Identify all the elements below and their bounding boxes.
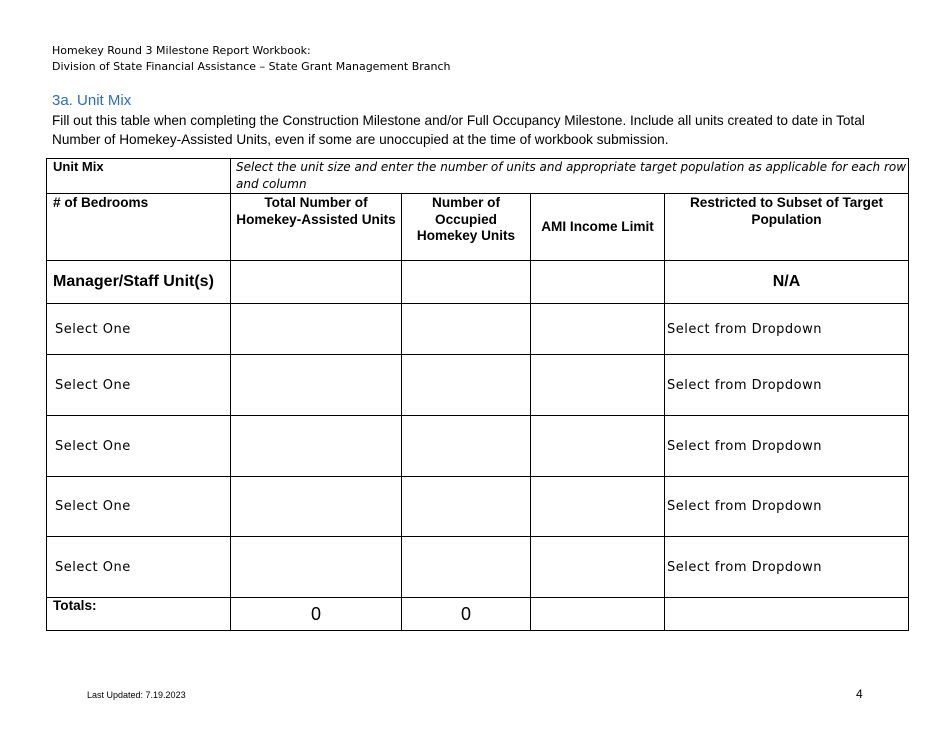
manager-row <box>47 261 909 304</box>
restricted-population-dropdown[interactable]: Select from Dropdown <box>665 477 909 537</box>
totals-label: Totals: <box>47 598 231 631</box>
total-units-input[interactable] <box>231 416 402 477</box>
header-restricted-population: Restricted to Subset of Target Population <box>665 194 909 261</box>
total-units-input[interactable] <box>231 355 402 416</box>
manager-occupied-units-input[interactable] <box>402 261 531 304</box>
restricted-population-dropdown[interactable]: Select from Dropdown <box>665 537 909 598</box>
total-units-input[interactable] <box>231 537 402 598</box>
occupied-units-input[interactable] <box>402 477 531 537</box>
ami-input[interactable] <box>531 304 665 355</box>
bedrooms-select[interactable]: Select One <box>47 477 231 537</box>
ami-input[interactable] <box>531 355 665 416</box>
workbook-title: Homekey Round 3 Milestone Report Workbook: <box>52 44 311 57</box>
totals-row <box>47 598 909 631</box>
table-row <box>47 416 909 477</box>
restricted-population-dropdown[interactable]: Select from Dropdown <box>665 416 909 477</box>
totals-restricted-cell <box>665 598 909 631</box>
bedrooms-select[interactable]: Select One <box>47 304 231 355</box>
ami-input[interactable] <box>531 416 665 477</box>
table-title-row <box>47 159 909 194</box>
table-row <box>47 477 909 537</box>
section-title: 3a. Unit Mix <box>52 92 132 109</box>
page-number: 4 <box>856 687 863 701</box>
occupied-units-input[interactable] <box>402 355 531 416</box>
header-ami-income-limit: AMI Income Limit <box>531 194 665 261</box>
last-updated: Last Updated: 7.19.2023 <box>87 690 186 700</box>
ami-input[interactable] <box>531 477 665 537</box>
bedrooms-select[interactable]: Select One <box>47 355 231 416</box>
occupied-units-input[interactable] <box>402 304 531 355</box>
occupied-units-sum: 0 <box>402 598 531 631</box>
totals-ami-cell <box>531 598 665 631</box>
bedrooms-select[interactable]: Select One <box>47 537 231 598</box>
table-instruction: Select the unit size and enter the number of units and appropriate target population as applicable for each row and column <box>231 159 909 194</box>
manager-restricted-value: N/A <box>665 261 909 304</box>
occupied-units-input[interactable] <box>402 537 531 598</box>
restricted-population-dropdown[interactable]: Select from Dropdown <box>665 355 909 416</box>
manager-ami-input[interactable] <box>531 261 665 304</box>
table-row <box>47 537 909 598</box>
header-bedrooms: # of Bedrooms <box>47 194 231 261</box>
unit-mix-table <box>46 158 909 631</box>
manager-staff-label: Manager/Staff Unit(s) <box>47 261 231 304</box>
header-occupied-units: Number of Occupied Homekey Units <box>402 194 531 261</box>
total-units-input[interactable] <box>231 304 402 355</box>
table-row <box>47 355 909 416</box>
unit-mix-label: Unit Mix <box>47 159 231 194</box>
division-name: Division of State Financial Assistance – State Grant Management Branch <box>52 60 451 73</box>
bedrooms-select[interactable]: Select One <box>47 416 231 477</box>
total-units-sum: 0 <box>231 598 402 631</box>
ami-input[interactable] <box>531 537 665 598</box>
occupied-units-input[interactable] <box>402 416 531 477</box>
total-units-input[interactable] <box>231 477 402 537</box>
restricted-population-dropdown[interactable]: Select from Dropdown <box>665 304 909 355</box>
table-header-row <box>47 194 909 261</box>
table-row <box>47 304 909 355</box>
section-instructions: Fill out this table when completing the Construction Milestone and/or Full Occupancy Milestone. Include all units created to date in Total Number of Homekey-Assisted Units, even if some are unoccupied at the time of workbook submission. <box>52 113 865 147</box>
header-total-units: Total Number of Homekey-Assisted Units <box>231 194 402 261</box>
manager-total-units-input[interactable] <box>231 261 402 304</box>
